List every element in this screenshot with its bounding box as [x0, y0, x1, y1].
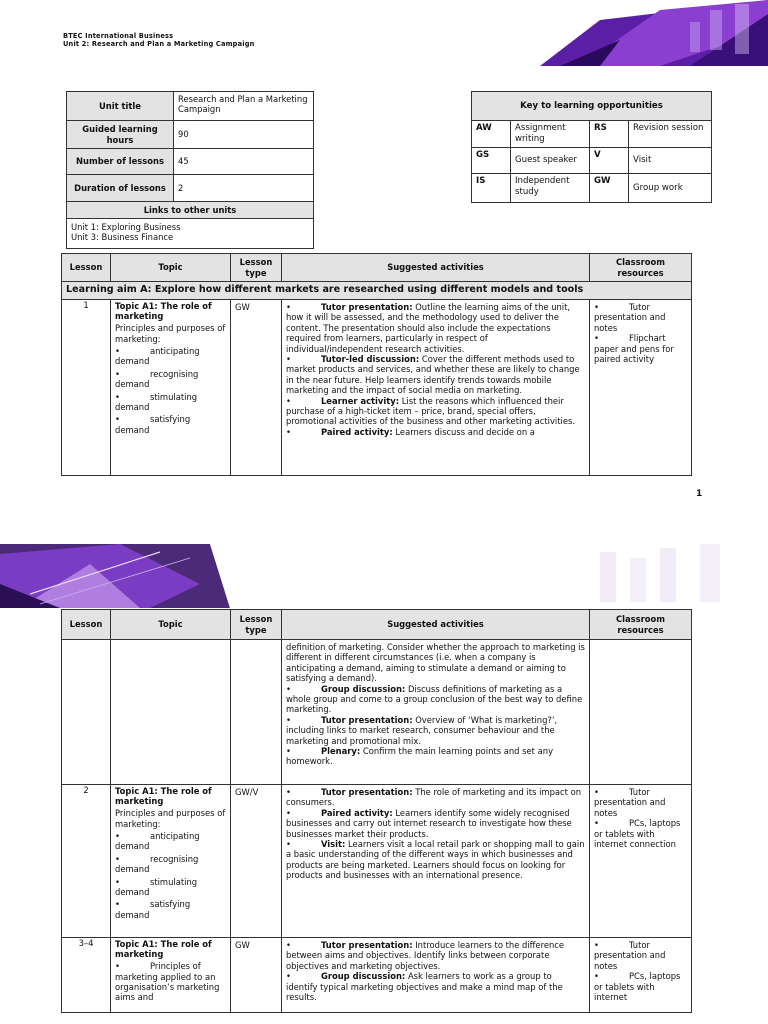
resource-item: • Tutor presentation and notes — [594, 787, 666, 818]
key-code-gw: GW — [590, 174, 629, 203]
lesson-type: GW — [231, 938, 282, 1013]
list-item: • anticipating demand — [115, 346, 200, 367]
topic-title: Topic A1: The role of marketing — [115, 939, 212, 959]
link-unit-1: Unit 1: Exploring Business — [71, 222, 181, 232]
guided-hours-value: 90 — [174, 121, 314, 149]
list-item: • stimulating demand — [115, 876, 198, 898]
resource-item: • PCs, laptops or tablets with internet — [594, 971, 681, 1003]
key-text-is: Independent study — [511, 174, 590, 203]
key-title: Key to learning opportunities — [472, 92, 712, 121]
list-item: • anticipating demand — [115, 831, 200, 852]
key-code-gs: GS — [472, 148, 511, 174]
lesson-number: 1 — [62, 300, 111, 476]
col-activities: Suggested activities — [282, 254, 590, 282]
activity-item: • Plenary: Confirm the main learning points and set any homework. — [286, 746, 554, 767]
list-item: • Principles of marketing applied to an organisation’s marketing aims and — [115, 961, 220, 1003]
activity-item: • Tutor-led discussion: Cover the different methods used to market products and services, and whether these are likely to change in the near future. Help learners identify trends towards mobile marketing and the impact of social media on marketing. — [286, 354, 580, 396]
lesson-number: 2 — [62, 785, 111, 938]
key-code-v: V — [590, 148, 629, 174]
col-resources: Classroom resources — [590, 254, 692, 282]
col-lesson-type: Lesson type — [231, 610, 282, 640]
activity-item: • Visit: Learners visit a local retail park or shopping mall to gain a basic understanding of the different ways in which businesses and products are being marketed. Learners should focus on looking for products and businesses with an international presence. — [286, 839, 585, 881]
key-text-rs: Revision session — [629, 121, 712, 148]
resource-item: • Flipchart paper and pens for paired activity — [594, 333, 674, 365]
continued-activity-text: definition of marketing. Consider whether the approach to marketing is different in different circumstances (i.e. when a company is anticipating a demand, aiming to stimulate a demand or aiming to satisfying a demand). — [286, 642, 585, 684]
document-series-title: BTEC International Business — [63, 32, 174, 40]
unit-title-label: Unit title — [67, 92, 174, 121]
activity-item: • Paired activity: Learners discuss and decide on a — [286, 426, 535, 437]
lesson-number: 3–4 — [62, 938, 111, 1013]
topic-title: Topic A1: The role of marketing — [115, 786, 212, 806]
lesson-plan-table-page1 — [61, 253, 692, 476]
lesson-type: GW/V — [231, 785, 282, 938]
col-lesson: Lesson — [62, 610, 111, 640]
page2-banner-graphic — [0, 544, 768, 608]
list-item: • satisfying demand — [115, 414, 191, 435]
resource-item: • PCs, laptops or tablets with internet connection — [594, 818, 681, 850]
learning-aim-a: Learning aim A: Explore how different markets are researched using different models and tools — [62, 282, 692, 300]
key-text-gs: Guest speaker — [511, 148, 590, 174]
lesson-duration-value: 2 — [174, 175, 314, 202]
document-unit-title: Unit 2: Research and Plan a Marketing Campaign — [63, 40, 255, 48]
link-unit-3: Unit 3: Business Finance — [71, 232, 174, 243]
list-item: • recognising demand — [115, 368, 199, 390]
key-code-is: IS — [472, 174, 511, 203]
activity-item: • Tutor presentation: Outline the learning aims of the unit, how it will be assessed, and the methodology used to deliver the content. The presentation should also include the expectations required from learners, particularly in respect of individual/independent research activities. — [286, 302, 571, 354]
topic-intro: Principles and purposes of marketing: — [115, 808, 226, 829]
activity-item: • Tutor presentation: Overview of ‘What is marketing?’, including links to market research, consumer behaviour and the marketing and promotional mix. — [286, 714, 558, 746]
lesson-duration-label: Duration of lessons — [67, 175, 174, 202]
lesson-type: GW — [231, 300, 282, 476]
lesson-plan-table-page2 — [61, 609, 692, 1013]
list-item: • satisfying demand — [115, 899, 191, 920]
header-banner-graphic — [540, 0, 768, 66]
links-heading: Links to other units — [67, 202, 314, 219]
key-code-rs: RS — [590, 121, 629, 148]
activity-item: • Paired activity: Learners identify some widely recognised businesses and carry out internet research to investigate how these businesses market their products. — [286, 807, 572, 839]
col-lesson: Lesson — [62, 254, 111, 282]
key-code-aw: AW — [472, 121, 511, 148]
key-text-v: Visit — [629, 148, 712, 174]
number-of-lessons-value: 45 — [174, 149, 314, 175]
col-topic: Topic — [111, 254, 231, 282]
number-of-lessons-label: Number of lessons — [67, 149, 174, 175]
activity-item: • Group discussion: Discuss definitions of marketing as a whole group and come to a group conclusion of the best way to define marketing. — [286, 683, 583, 715]
resource-item: • Tutor presentation and notes — [594, 940, 666, 971]
topic-title: Topic A1: The role of marketing — [115, 301, 212, 321]
guided-hours-label: Guided learning hours — [67, 121, 174, 149]
page-number: 1 — [696, 489, 703, 499]
col-resources: Classroom resources — [590, 610, 692, 640]
activity-item: • Learner activity: List the reasons which influenced their purchase of a high-ticket item – price, brand, special offers, promotional activities of the business and other marketing activities. — [286, 395, 576, 427]
col-activities: Suggested activities — [282, 610, 590, 640]
key-table — [471, 91, 712, 203]
activity-item: • Tutor presentation: Introduce learners to the difference between aims and objectives. Identify links between corporate objectives and marketing objectives. — [286, 940, 565, 971]
list-item: • recognising demand — [115, 853, 199, 875]
activity-item: • Tutor presentation: The role of marketing and its impact on consumers. — [286, 787, 582, 808]
key-text-aw: Assignment writing — [511, 121, 590, 148]
topic-intro: Principles and purposes of marketing: — [115, 323, 226, 344]
unit-info-table — [66, 91, 314, 249]
col-topic: Topic — [111, 610, 231, 640]
activity-item: • Group discussion: Ask learners to work as a group to identify typical marketing objectives and make a mind map of the results. — [286, 971, 563, 1003]
col-lesson-type: Lesson type — [231, 254, 282, 282]
resource-item: • Tutor presentation and notes — [594, 302, 666, 333]
unit-title-value: Research and Plan a Marketing Campaign — [174, 92, 314, 121]
list-item: • stimulating demand — [115, 391, 198, 413]
key-text-gw: Group work — [629, 174, 712, 203]
